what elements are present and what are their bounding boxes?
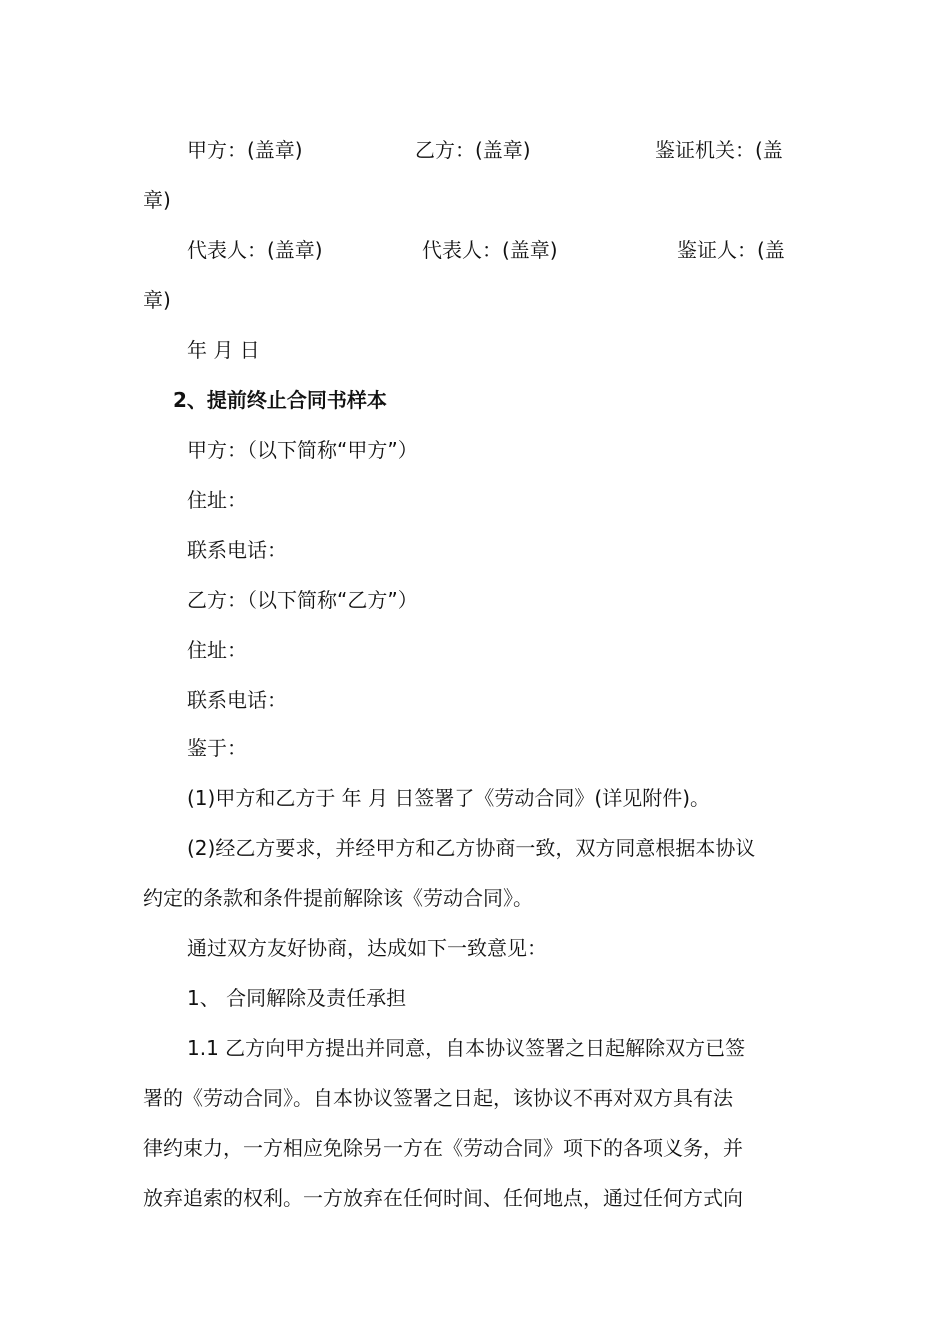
clause-1-1-line-4: 放弃追索的权利。一方放弃在任何时间、任何地点，通过任何方式向 (143, 1186, 743, 1210)
recital-2-line-2: 约定的条款和条件提前解除该《劳动合同》。 (143, 886, 533, 910)
party-a-seal: 甲方：(盖章) (187, 138, 303, 162)
party-b-line: 乙方：（以下简称“乙方”） (187, 588, 418, 612)
authority-seal: 鉴证机关：(盖 (655, 138, 783, 162)
clause-1-1-line-1: 1.1 乙方向甲方提出并同意，自本协议签署之日起解除双方已签 (187, 1036, 746, 1060)
recital-2-line-1: (2)经乙方要求，并经甲方和乙方协商一致，双方同意根据本协议 (187, 836, 756, 860)
signature-row-1 (187, 136, 795, 164)
date-line: 年 月 日 (187, 338, 260, 362)
rep-b-seal: 代表人：(盖章) (422, 238, 558, 262)
party-b-seal: 乙方：(盖章) (415, 138, 531, 162)
party-b-phone: 联系电话： (187, 688, 287, 712)
party-a-phone: 联系电话： (187, 538, 287, 562)
party-b-address: 住址： (187, 638, 247, 662)
rep-a-seal: 代表人：(盖章) (187, 238, 323, 262)
section-heading: 2、提前终止合同书样本 (173, 388, 387, 412)
authority-seal-wrap: 章) (143, 188, 171, 212)
recital-1: (1)甲方和乙方于 年 月 日签署了《劳动合同》(详见附件)。 (187, 786, 711, 810)
whereas-label: 鉴于： (187, 736, 247, 760)
witness-seal-wrap: 章) (143, 288, 171, 312)
agreement-intro: 通过双方友好协商，达成如下一致意见： (187, 936, 547, 960)
witness-seal: 鉴证人：(盖 (677, 238, 785, 262)
signature-row-2 (187, 236, 795, 264)
clause-1-1-line-2: 署的《劳动合同》。自本协议签署之日起，该协议不再对双方具有法 (143, 1086, 733, 1110)
party-a-address: 住址： (187, 488, 247, 512)
clause-1-1-line-3: 律约束力，一方相应免除另一方在《劳动合同》项下的各项义务，并 (143, 1136, 743, 1160)
clause-1-title: 1、 合同解除及责任承担 (187, 986, 407, 1010)
party-a-line: 甲方：（以下简称“甲方”） (187, 438, 418, 462)
